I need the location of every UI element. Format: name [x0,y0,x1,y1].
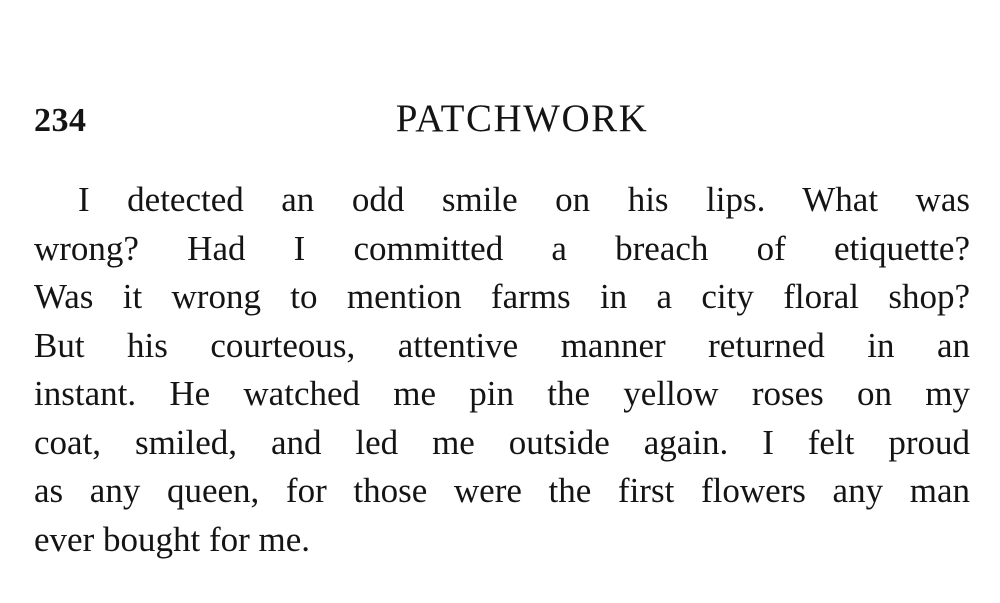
text-line: instant. He watched me pin the yellow roses on my [34,374,970,413]
running-head [34,96,970,144]
text-line: Was it wrong to mention farms in a city floral shop? [34,277,970,316]
text-line: wrong? Had I committed a breach of etiquette? [34,228,970,268]
text-line: ever bought for me. [34,519,311,559]
text-line: coat, smiled, and led me outside again. I felt proud [34,422,970,462]
text-line: as any queen, for those were the first flowers any man [34,471,970,510]
page-number: 234 [34,102,87,139]
text-line: I detected an odd smile on his lips. What was [78,180,970,219]
running-title: PATCHWORK [395,97,649,140]
text-line: But his courteous, attentive manner returned in an [34,325,970,365]
body-paragraph [34,176,970,564]
